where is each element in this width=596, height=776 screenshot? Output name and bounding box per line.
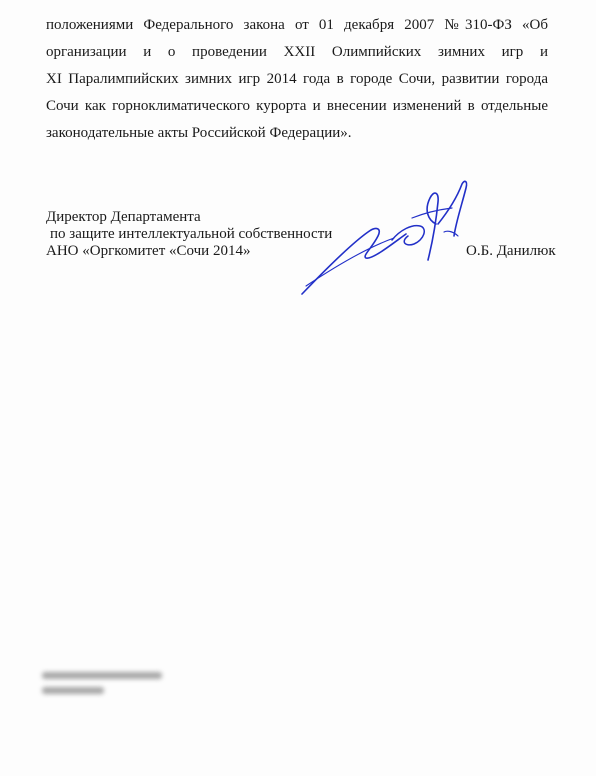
body-line: законодательные акты Российской Федерации». (46, 125, 352, 141)
redacted-line (42, 672, 162, 679)
signatory-title-line: по защите интеллектуальной собственности (50, 226, 333, 242)
signatory-title-block (46, 209, 332, 260)
redacted-line (42, 687, 104, 694)
redacted-footer (42, 672, 172, 712)
handwritten-signature (296, 174, 486, 304)
body-paragraph (46, 12, 548, 147)
signatory-name: О.Б. Данилюк (466, 243, 556, 259)
signatory-title-line: Директор Департамента (46, 209, 201, 225)
body-line: положениями Федерального закона от 01 декабря 2007 №310-ФЗ «Об (46, 17, 548, 33)
body-line: XI Паралимпийских зимних игр 2014 года в городе Сочи, развитии города (46, 71, 548, 87)
signatory-title-line: АНО «Оргкомитет «Сочи 2014» (46, 243, 251, 259)
body-line: организации и о проведении XXII Олимпийских зимних игр и (46, 44, 548, 60)
body-line: Сочи как горноклиматического курорта и внесении изменений в отдельные (46, 98, 548, 114)
